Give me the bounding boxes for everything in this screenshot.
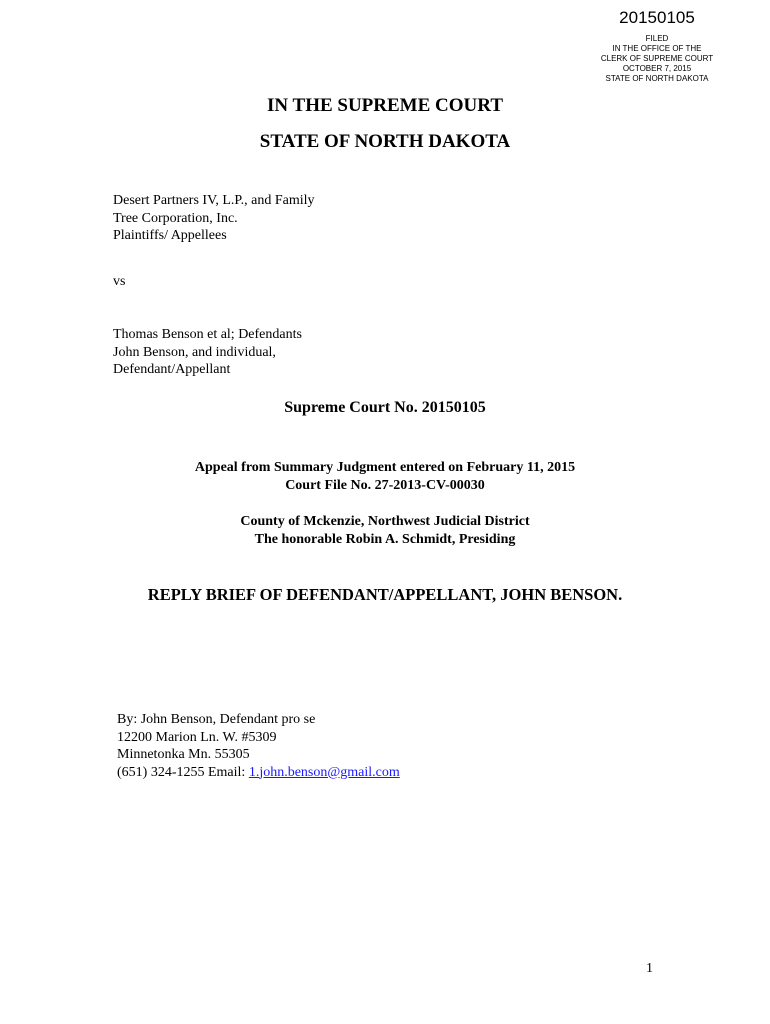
signature-block (117, 711, 400, 781)
court-name-heading: IN THE SUPREME COURT (267, 95, 503, 116)
stamp-line: OCTOBER 7, 2015 (622, 64, 692, 73)
signature-address-line: 12200 Marion Ln. W. #5309 (117, 729, 277, 745)
phone-email-label: (651) 324-1255 Email: (117, 764, 249, 780)
stamp-line: FILED (645, 34, 669, 43)
plaintiff-role-line: Plaintiffs/ Appellees (113, 228, 227, 243)
filing-stamp (590, 8, 724, 84)
defendants-block (113, 326, 302, 379)
stamp-line: CLERK OF SUPREME COURT (600, 54, 714, 63)
stamp-docket-number: 20150105 (619, 8, 695, 27)
plaintiff-line: Desert Partners IV, L.P., and Family (113, 193, 315, 208)
defendant-line: Thomas Benson et al; Defendants (113, 327, 302, 342)
signature-by-line: By: John Benson, Defendant pro se (117, 712, 316, 727)
email-link[interactable]: 1.john.benson@gmail.com (248, 764, 400, 780)
state-name-heading: STATE OF NORTH DAKOTA (259, 131, 511, 152)
court-file-number: Court File No. 27-2013-CV-00030 (285, 478, 485, 493)
appeal-line: Appeal from Summary Judgment entered on February 11, 2015 (194, 460, 576, 475)
plaintiffs-block (113, 192, 315, 245)
stamp-line: IN THE OFFICE OF THE (612, 44, 702, 53)
signature-city-line: Minnetonka Mn. 55305 (117, 747, 250, 762)
document-title: REPLY BRIEF OF DEFENDANT/APPELLANT, JOHN BENSON. (147, 585, 623, 604)
stamp-line: STATE OF NORTH DAKOTA (605, 74, 709, 83)
page-number: 1 (646, 961, 653, 976)
defendant-line: John Benson, and individual, (113, 344, 276, 360)
signature-contact-line (117, 764, 400, 782)
defendant-role-line: Defendant/Appellant (113, 362, 231, 377)
versus-label: vs (113, 274, 126, 289)
county-district-line: County of Mckenzie, Northwest Judicial District (240, 514, 530, 529)
presiding-judge-line: The honorable Robin A. Schmidt, Presiding (254, 532, 516, 547)
plaintiff-line: Tree Corporation, Inc. (113, 210, 238, 226)
supreme-court-number: Supreme Court No. 20150105 (284, 399, 486, 416)
